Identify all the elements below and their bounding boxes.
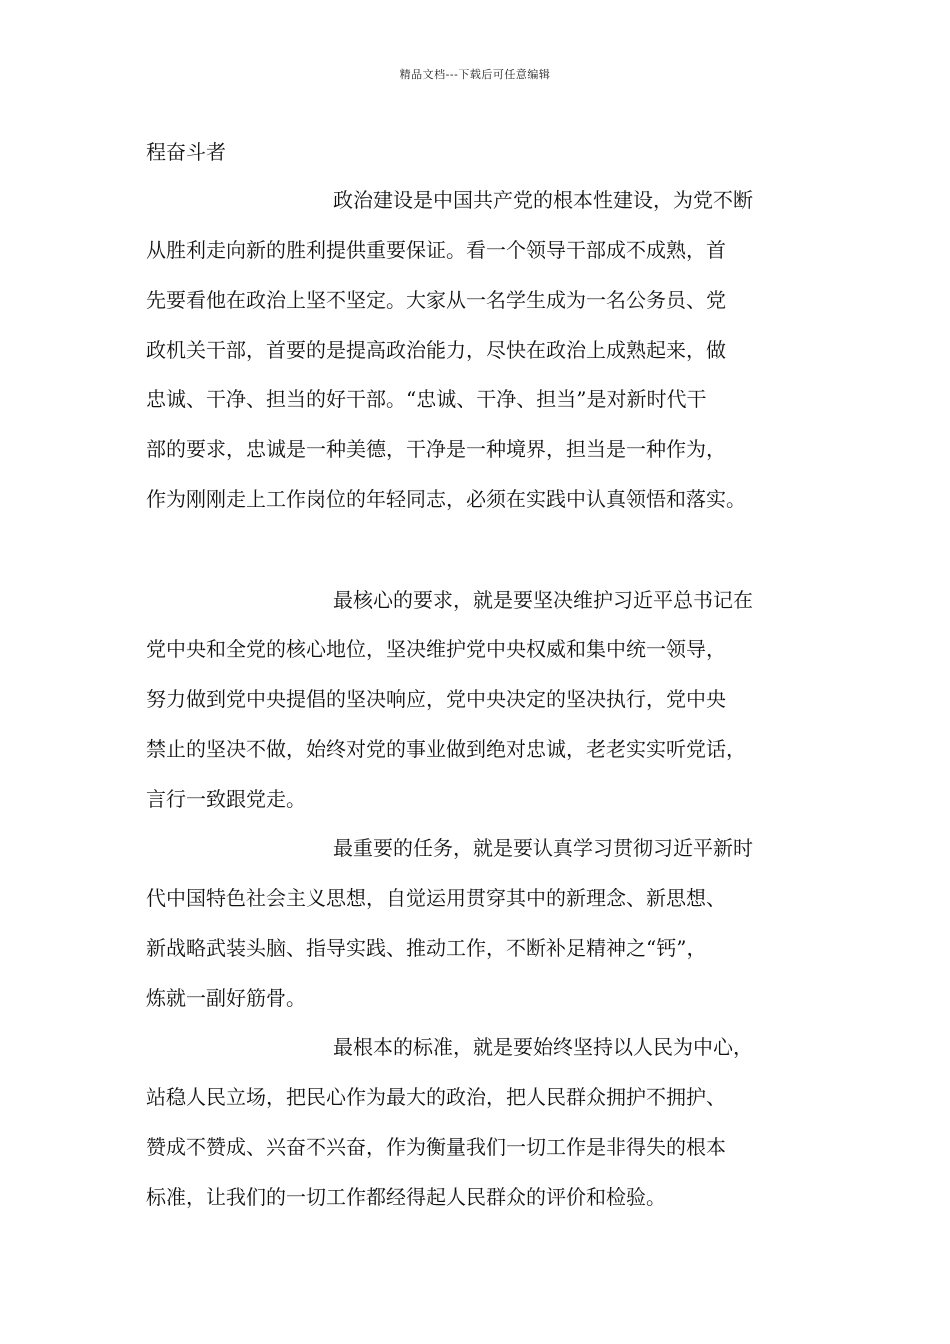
paragraph-first-line: 最重要的任务，就是要认真学习贯彻习近平新时: [333, 836, 753, 860]
text-line: 党中央和全党的核心地位，坚决维护党中央权威和集中统一领导，: [146, 637, 726, 661]
paragraph-first-line: 最核心的要求，就是要坚决维护习近平总书记在: [333, 588, 753, 612]
paragraph-first-line: 政治建设是中国共产党的根本性建设，为党不断: [333, 188, 753, 212]
text-line: 站稳人民立场，把民心作为最大的政治，把人民群众拥护不拥护、: [146, 1085, 726, 1109]
text-line: 炼就一副好筋骨。: [146, 986, 306, 1010]
text-line: 代中国特色社会主义思想，自觉运用贯穿其中的新理念、新思想、: [146, 886, 726, 910]
text-line: 作为刚刚走上工作岗位的年轻同志，必须在实践中认真领悟和落实。: [146, 487, 746, 511]
text-line: 先要看他在政治上坚不坚定。大家从一名学生成为一名公务员、党: [146, 288, 726, 312]
text-line: 从胜利走向新的胜利提供重要保证。看一个领导干部成不成熟，首: [146, 238, 726, 262]
text-line: 标准，让我们的一切工作都经得起人民群众的评价和检验。: [146, 1185, 666, 1209]
text-line: 程奋斗者: [146, 140, 226, 164]
text-line: 新战略武装头脑、指导实践、推动工作，不断补足精神之“钙”，: [146, 936, 707, 960]
text-line: 政机关干部，首要的是提高政治能力，尽快在政治上成熟起来，做: [146, 338, 726, 362]
page-header: 精品文档---下载后可任意编辑: [399, 68, 551, 81]
text-line: 部的要求，忠诚是一种美德，干净是一种境界，担当是一种作为，: [146, 437, 726, 461]
text-line: 禁止的坚决不做，始终对党的事业做到绝对忠诚，老老实实听党话，: [146, 737, 746, 761]
text-line: 努力做到党中央提倡的坚决响应，党中央决定的坚决执行，党中央: [146, 687, 726, 711]
text-line: 赞成不赞成、兴奋不兴奋，作为衡量我们一切工作是非得失的根本: [146, 1135, 726, 1159]
paragraph-first-line: 最根本的标准，就是要始终坚持以人民为中心，: [333, 1035, 753, 1059]
text-line: 忠诚、干净、担当的好干部。“忠诚、干净、担当”是对新时代干: [146, 387, 707, 411]
text-line: 言行一致跟党走。: [146, 787, 306, 811]
